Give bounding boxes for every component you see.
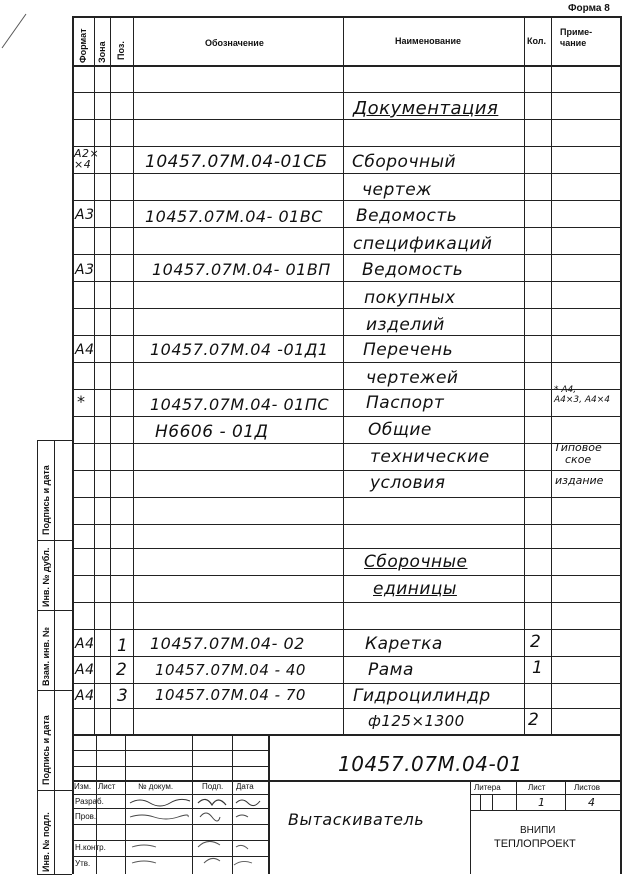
cell-format: A4 (75, 688, 95, 704)
cell-name: Гидроцилиндр (353, 686, 491, 706)
section-assembly: единицы (373, 579, 457, 599)
cell-note: Типовое (554, 441, 602, 454)
cell-pos: 3 (117, 686, 129, 706)
section-documentation: Документация (353, 98, 499, 119)
cell-designation: 10457.07М.04- 01ВС (145, 207, 323, 226)
header-designation: Обозначение (205, 38, 264, 48)
tb-izm: Изм. (74, 782, 92, 791)
tb-sheet-value: 1 (538, 796, 545, 809)
cell-format: * (77, 392, 86, 411)
cell-name: Паспорт (366, 393, 445, 413)
frame-top (72, 16, 621, 18)
cell-pos: 2 (116, 660, 128, 680)
frame-right (620, 16, 622, 874)
tb-list: Лист (98, 782, 116, 791)
cell-name: Ведомость (362, 260, 464, 280)
tb-product-name: Вытаскиватель (288, 810, 425, 829)
cell-note: ское (565, 453, 592, 466)
cell-designation: Н6606 - 01Д (155, 422, 269, 442)
cell-pos: 1 (117, 636, 129, 656)
stamp-podp-data: Подпись и дата (41, 715, 51, 785)
tb-doc-no: № докум. (138, 782, 174, 791)
cell-name: технические (370, 447, 490, 467)
cell-qty: 1 (532, 658, 544, 678)
header-zone: Зона (97, 41, 107, 63)
cell-designation: 10457.07М.04 - 70 (155, 686, 306, 704)
tb-utv: Утв. (75, 859, 91, 868)
cell-name: Ведомость (356, 206, 458, 226)
cell-designation: 10457.07М.04- 01ВП (152, 260, 331, 279)
cell-name: покупных (364, 288, 456, 308)
cell-name: условия (370, 473, 446, 493)
cell-designation: 10457.07М.04- 02 (150, 634, 305, 653)
cell-name: изделий (366, 315, 445, 335)
cell-note: * A4, A4×3, A4×4 (554, 385, 611, 405)
cell-name: спецификаций (353, 234, 493, 254)
cell-format: A3 (75, 207, 95, 223)
tb-sheet-label: Лист (528, 783, 546, 792)
cell-designation: 10457.07М.04-01СБ (145, 152, 328, 172)
tb-sheets-label: Листов (574, 783, 600, 792)
frame-left (72, 16, 74, 874)
cell-qty: 2 (528, 710, 540, 730)
stamp-inv-dubl: Инв. № дубл. (41, 547, 51, 607)
header-qty: Кол. (527, 36, 546, 46)
form-label: Форма 8 (568, 3, 610, 14)
cell-format: A2× ×4 (74, 147, 100, 171)
cell-name: Сборочный (352, 152, 457, 172)
tb-date: Дата (236, 782, 254, 791)
cell-designation: 10457.07М.04- 01ПС (150, 395, 330, 414)
corner-mark (0, 10, 30, 50)
tb-litera: Литера (474, 783, 501, 792)
cell-note: издание (555, 474, 604, 487)
stamp-podp-data: Подпись и дата (41, 465, 51, 535)
cell-name: Общие (368, 420, 432, 440)
cell-name: чертежей (366, 368, 459, 388)
section-assembly: Сборочные (364, 552, 468, 572)
cell-name: Рама (368, 660, 414, 680)
tb-n-kontr: Н.контр. (75, 843, 106, 852)
cell-name: чертеж (362, 180, 432, 200)
cell-format: A4 (75, 342, 95, 358)
cell-name: Перечень (363, 340, 454, 360)
tb-org: ТЕПЛОПРОЕКТ (494, 838, 576, 850)
tb-org: ВНИПИ (520, 825, 556, 836)
header-note: Приме- чание (560, 27, 593, 48)
tb-podp: Подп. (202, 782, 224, 791)
cell-format: A4 (75, 636, 95, 652)
tb-razrab: Разраб. (75, 797, 104, 806)
cell-designation: 10457.07М.04 -01Д1 (150, 340, 329, 359)
cell-designation: 10457.07М.04 - 40 (155, 661, 306, 679)
stamp-vzam-inv: Взам. инв. № (41, 626, 51, 686)
stamp-inv-podl: Инв. № подл. (41, 812, 51, 872)
header-format: Формат (78, 28, 88, 63)
cell-format: A3 (75, 262, 95, 278)
header-name: Наименование (395, 36, 462, 46)
signatures-graphic (126, 795, 266, 873)
header-pos: Поз. (116, 41, 126, 60)
cell-name: Каретка (365, 634, 443, 654)
cell-qty: 2 (530, 632, 542, 652)
tb-prov: Пров. (75, 812, 97, 821)
tb-sheets-value: 4 (588, 796, 595, 809)
cell-format: A4 (75, 662, 95, 678)
cell-name: ф125×1300 (368, 712, 465, 730)
tb-doc-code: 10457.07М.04-01 (338, 752, 523, 776)
